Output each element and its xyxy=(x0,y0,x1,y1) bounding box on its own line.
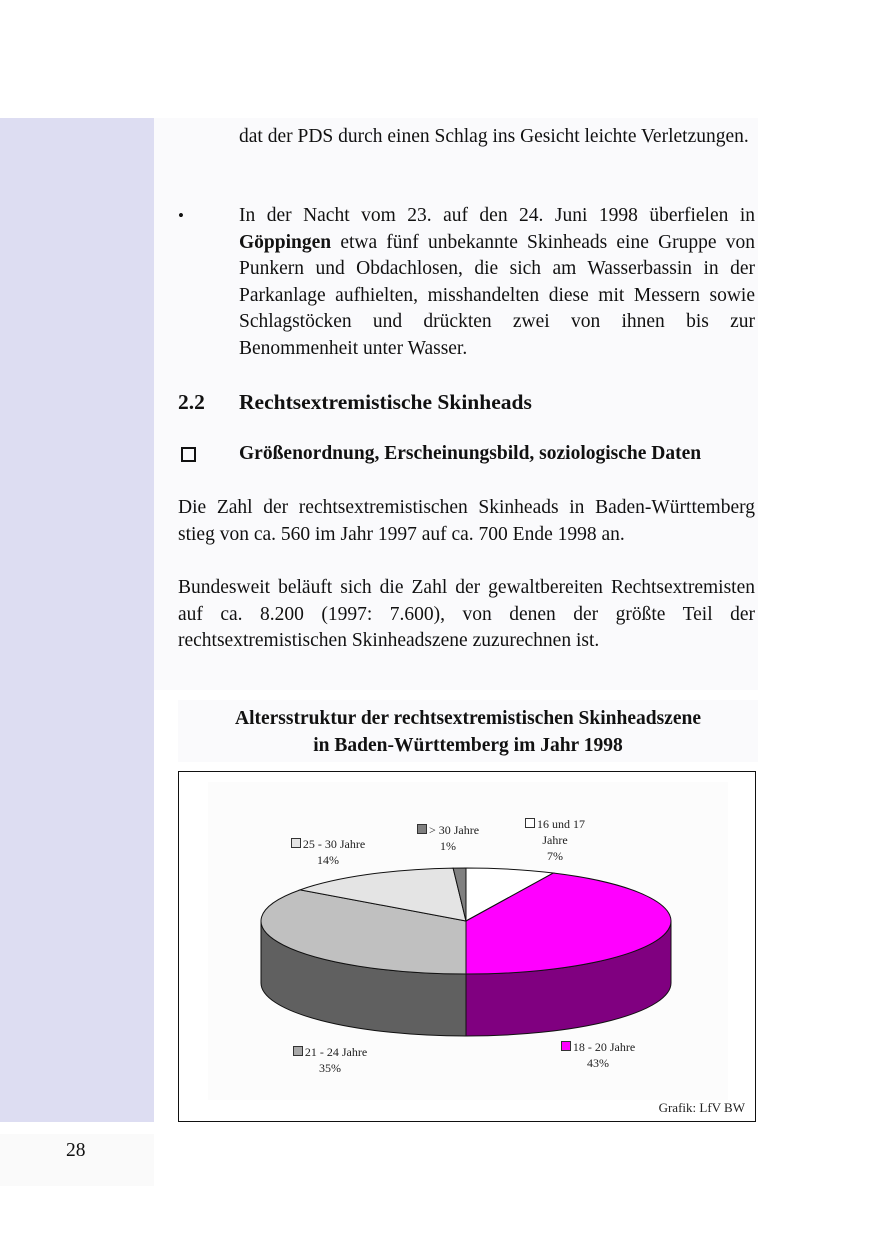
paragraph-skinhead-count: Die Zahl der rechtsextremistischen Skinheads in Baden-Württemberg stieg von ca. 560 im Jahr 1997 auf ca. 700 Ende 1998 an. xyxy=(178,497,755,545)
bullet-text-pre: In der Nacht vom 23. auf den 24. Juni 1998 überfielen in xyxy=(239,205,755,226)
slice-label-18-20 xyxy=(548,1039,648,1071)
slice-name-line-2: Jahre xyxy=(542,833,568,847)
page-number: 28 xyxy=(66,1140,86,1161)
chart-title-line-2: in Baden-Württemberg im Jahr 1998 xyxy=(313,735,623,756)
legend-swatch-25-30 xyxy=(291,838,301,848)
legend-swatch-over-30 xyxy=(417,824,427,834)
slice-percent: 14% xyxy=(317,853,339,867)
chart-credit: Grafik: LfV BW xyxy=(658,1100,745,1115)
subsection-title: Größenordnung, Erscheinungsbild, soziologische Daten xyxy=(239,443,702,464)
slice-name: 21 - 24 Jahre xyxy=(304,1045,368,1059)
bullet-marker: • xyxy=(178,206,184,225)
paragraph-continuation: dat der PDS durch einen Schlag ins Gesicht leichte Verletzungen. xyxy=(239,126,749,147)
slice-percent: 7% xyxy=(547,849,563,863)
slice-percent: 43% xyxy=(587,1056,609,1070)
slice-percent: 35% xyxy=(319,1061,341,1075)
bullet-text-post: etwa fünf unbekannte Skinheads eine Gruppe von Punkern und Obdachlosen, die sich am Wasserbassin in der Parkanlage aufhielten, misshandelten diese mit Messern sowie Schlagstöcken und drückten zwei von ihnen bis zur Benommenheit unter Wasser. xyxy=(239,231,755,359)
section-number: 2.2 xyxy=(178,390,205,414)
slice-percent: 1% xyxy=(440,839,456,853)
slice-label-over-30 xyxy=(405,822,491,854)
slice-name: 16 und 17 xyxy=(537,817,585,831)
paragraph-federal-count: Bundesweit beläuft sich die Zahl der gewaltbereiten Rechtsextremisten auf ca. 8.200 (1997: 7.600), von denen der größte Teil der rechtsextremistischen Skinheadszene zuzurechnen ist. xyxy=(178,577,755,651)
legend-swatch-21-24 xyxy=(293,1046,303,1056)
legend-swatch-16-17 xyxy=(525,818,535,828)
bullet-text-bold-place: Göppingen xyxy=(239,231,332,253)
slice-label-25-30 xyxy=(278,836,378,868)
slice-label-16-17 xyxy=(512,816,598,864)
chart-title-line-1: Altersstruktur der rechtsextremistischen Skinheadszene xyxy=(235,708,701,729)
section-title: Rechtsextremistische Skinheads xyxy=(239,390,532,414)
slice-name: > 30 Jahre xyxy=(428,823,480,837)
pie-tops xyxy=(261,868,671,974)
legend-swatch-18-20 xyxy=(561,1041,571,1051)
slice-name: 18 - 20 Jahre xyxy=(572,1040,636,1054)
slice-name: 25 - 30 Jahre xyxy=(302,837,366,851)
slice-label-21-24 xyxy=(280,1044,380,1076)
